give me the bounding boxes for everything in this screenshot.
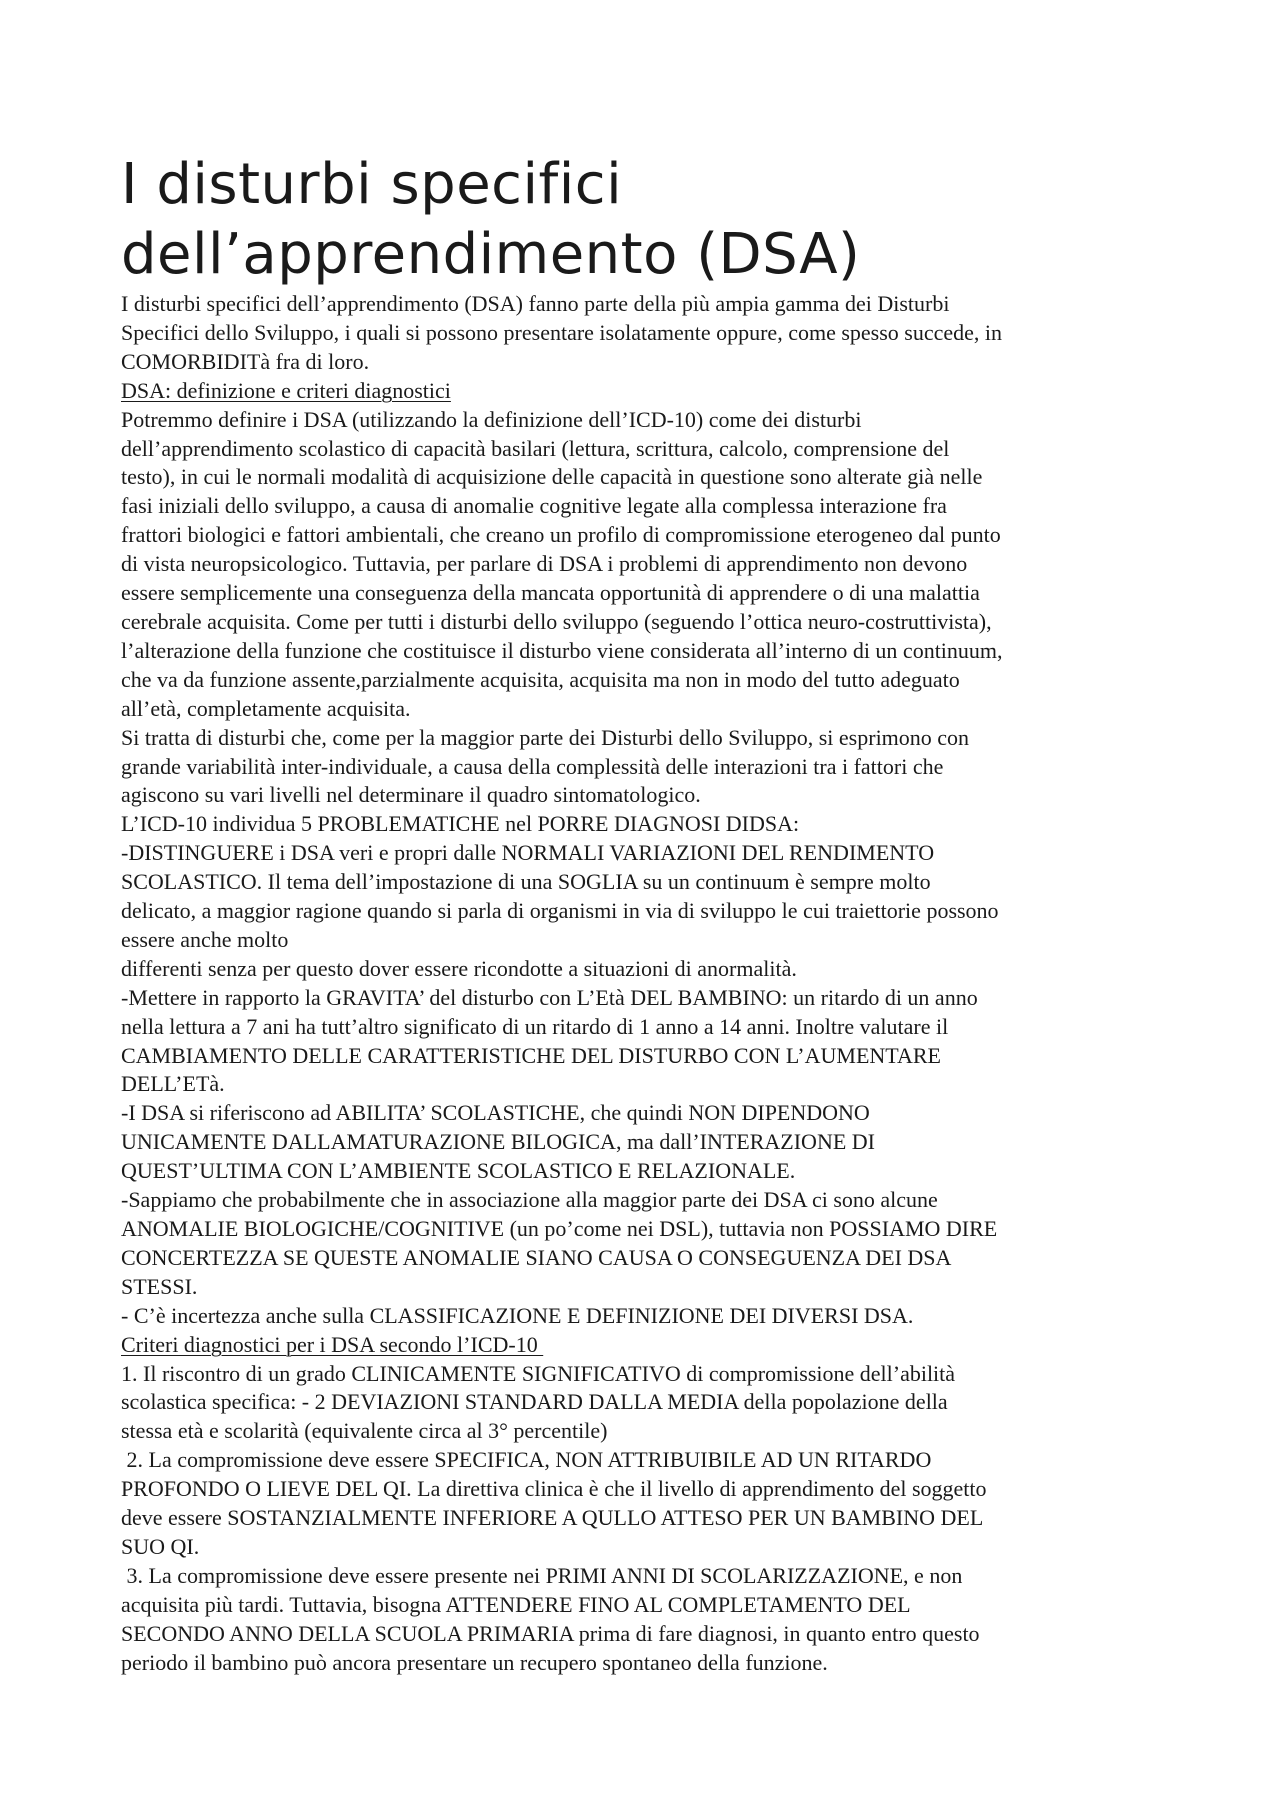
document-page — [121, 150, 1171, 1678]
text-line: -DISTINGUERE i DSA veri e propri dalle NORMALI VARIAZIONI DEL RENDIMENTO — [121, 840, 935, 866]
text-line: Specifici dello Sviluppo, i quali si possono presentare isolatamente oppure, come spesso succede, in — [121, 319, 1003, 345]
text-line: - C’è incertezza anche sulla CLASSIFICAZIONE E DEFINIZIONE DEI DIVERSI DSA. — [121, 1302, 914, 1328]
text-line: cerebrale acquisita. Come per tutti i disturbi dello sviluppo (seguendo l’ottica neuro-costruttivista), — [121, 608, 992, 634]
text-line: -Sappiamo che probabilmente che in associazione alla maggior parte dei DSA ci sono alcune — [121, 1187, 938, 1213]
text-line: UNICAMENTE DALLAMATURAZIONE BILOGICA, ma dall’INTERAZIONE DI — [121, 1129, 875, 1155]
text-line: all’età, completamente acquisita. — [121, 695, 411, 721]
text-line: testo), in cui le normali modalità di acquisizione delle capacità in questione sono alterate già nelle — [121, 464, 983, 490]
text-line: 2. La compromissione deve essere SPECIFICA, NON ATTRIBUIBILE AD UN RITARDO — [121, 1447, 932, 1473]
document-title — [121, 150, 1171, 290]
text-line: essere semplicemente una conseguenza della mancata opportunità di apprendere o di una malattia — [121, 580, 980, 606]
text-line: DELL’ETà. — [121, 1071, 225, 1097]
text-line: CAMBIAMENTO DELLE CARATTERISTICHE DEL DISTURBO CON L’AUMENTARE — [121, 1042, 941, 1068]
text-line: dell’apprendimento scolastico di capacità basilari (lettura, scrittura, calcolo, comprensione del — [121, 435, 950, 461]
text-line: I disturbi specifici dell’apprendimento (DSA) fanno parte della più ampia gamma dei Disturbi — [121, 291, 950, 316]
text-line: -Mettere in rapporto la GRAVITA’ del disturbo con L’Età DEL BAMBINO: un ritardo di un anno — [121, 984, 978, 1010]
text-line: Potremmo definire i DSA (utilizzando la definizione dell’ICD-10) come dei disturbi — [121, 406, 862, 432]
text-line: SECONDO ANNO DELLA SCUOLA PRIMARIA prima di fare diagnosi, in quanto entro questo — [121, 1620, 980, 1646]
text-line: l’alterazione della funzione che costituisce il disturbo viene considerata all’interno di un continuum, — [121, 637, 1003, 663]
text-line: scolastica specifica: - 2 DEVIAZIONI STANDARD DALLA MEDIA della popolazione della — [121, 1389, 948, 1415]
text-line: 3. La compromissione deve essere presente nei PRIMI ANNI DI SCOLARIZZAZIONE, e non — [121, 1562, 963, 1588]
document-body — [121, 290, 1171, 1678]
text-line: deve essere SOSTANZIALMENTE INFERIORE A QULLO ATTESO PER UN BAMBINO DEL — [121, 1505, 984, 1531]
text-line: stessa età e scolarità (equivalente circa al 3° percentile) — [121, 1418, 608, 1444]
section-heading: Criteri diagnostici per i DSA secondo l’ICD-10 — [121, 1331, 544, 1357]
text-line: periodo il bambino può ancora presentare un recupero spontaneo della funzione. — [121, 1649, 828, 1675]
text-line: grande variabilità inter-individuale, a causa della complessità delle interazioni tra i fattori che — [121, 753, 944, 779]
title-line: I disturbi specifici — [121, 152, 623, 217]
text-line: COMORBIDITà fra di loro. — [121, 348, 370, 374]
text-line: fasi iniziali dello sviluppo, a causa di anomalie cognitive legate alla complessa interazione fra — [121, 493, 947, 519]
text-line: STESSI. — [121, 1273, 198, 1299]
text-line: Si tratta di disturbi che, come per la maggior parte dei Disturbi dello Sviluppo, si esprimono con — [121, 724, 970, 750]
text-line: essere anche molto — [121, 926, 289, 952]
text-line: QUEST’ULTIMA CON L’AMBIENTE SCOLASTICO E RELAZIONALE. — [121, 1158, 796, 1184]
text-line: acquisita più tardi. Tuttavia, bisogna ATTENDERE FINO AL COMPLETAMENTO DEL — [121, 1591, 911, 1617]
text-line: 1. Il riscontro di un grado CLINICAMENTE SIGNIFICATIVO di compromissione dell’abilità — [121, 1360, 956, 1386]
text-line: SCOLASTICO. Il tema dell’impostazione di una SOGLIA su un continuum è sempre molto — [121, 869, 931, 895]
section-heading: DSA: definizione e criteri diagnostici — [121, 377, 451, 403]
text-line: -I DSA si riferiscono ad ABILITA’ SCOLASTICHE, che quindi NON DIPENDONO — [121, 1100, 870, 1126]
text-line: L’ICD-10 individua 5 PROBLEMATICHE nel PORRE DIAGNOSI DIDSA: — [121, 811, 800, 837]
text-line: di vista neuropsicologico. Tuttavia, per parlare di DSA i problemi di apprendimento non devono — [121, 551, 968, 577]
text-line: PROFONDO O LIEVE DEL QI. La direttiva clinica è che il livello di apprendimento del soggetto — [121, 1476, 987, 1502]
text-line: CONCERTEZZA SE QUESTE ANOMALIE SIANO CAUSA O CONSEGUENZA DEI DSA — [121, 1244, 952, 1270]
text-line: differenti senza per questo dover essere ricondotte a situazioni di anormalità. — [121, 955, 797, 981]
text-line: SUO QI. — [121, 1533, 200, 1559]
text-line: nella lettura a 7 ani ha tutt’altro significato di un ritardo di 1 anno a 14 anni. Inoltre valutare il — [121, 1013, 949, 1039]
text-line: frattori biologici e fattori ambientali, che creano un profilo di compromissione eterogeneo dal punto — [121, 522, 1001, 548]
text-line: ANOMALIE BIOLOGICHE/COGNITIVE (un po’come nei DSL), tuttavia non POSSIAMO DIRE — [121, 1216, 998, 1241]
text-line: che va da funzione assente,parzialmente acquisita, acquisita ma non in modo del tutto adeguato — [121, 666, 960, 692]
text-line: delicato, a maggior ragione quando si parla di organismi in via di sviluppo le cui traiettorie possono — [121, 898, 999, 924]
text-line: agiscono su vari livelli nel determinare il quadro sintomatologico. — [121, 782, 701, 808]
title-line: dell’apprendimento (DSA) — [121, 222, 861, 287]
